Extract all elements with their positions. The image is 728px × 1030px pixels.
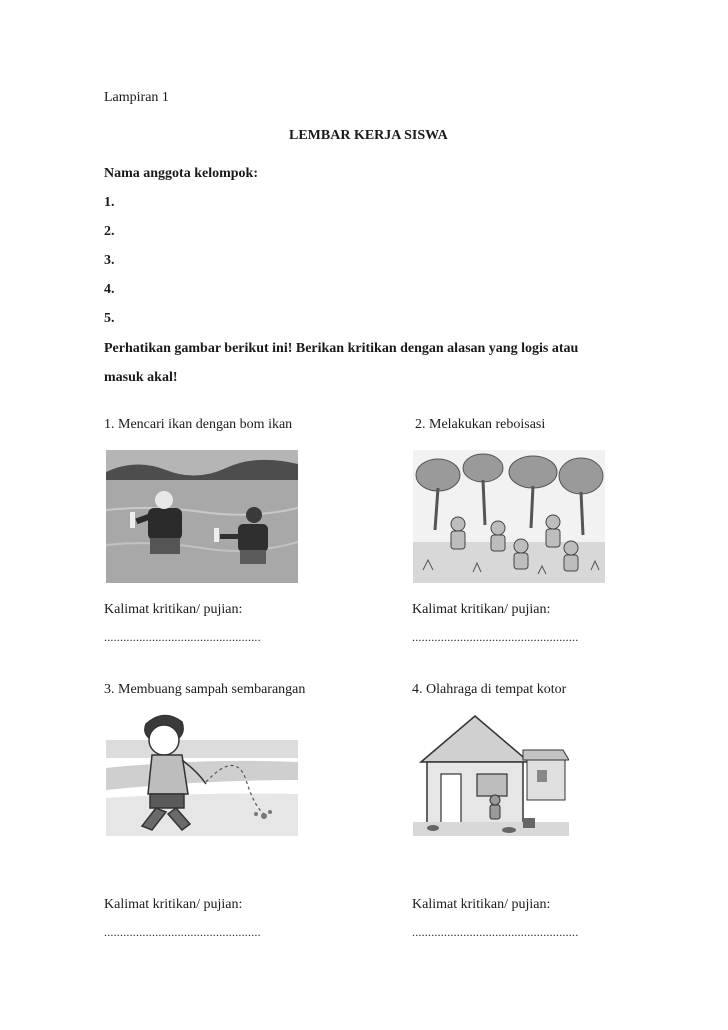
item-1-answer-label: Kalimat kritikan/ pujian: xyxy=(104,602,243,617)
item-4-answer-line[interactable]: .................................................... xyxy=(412,925,579,939)
item-3-caption: 3. Membuang sampah sembarangan xyxy=(104,682,306,697)
instruction-line-2: masuk akal! xyxy=(104,370,178,385)
item-2-answer-line[interactable]: .................................................... xyxy=(412,630,579,644)
fishing-bomb-photo xyxy=(106,450,298,583)
member-number-4: 4. xyxy=(104,282,115,297)
item-4-caption: 4. Olahraga di tempat kotor xyxy=(412,682,567,697)
item-3-answer-line[interactable]: ................................................. xyxy=(104,925,261,939)
appendix-label: Lampiran 1 xyxy=(104,90,169,105)
item-4-answer-label: Kalimat kritikan/ pujian: xyxy=(412,897,551,912)
member-number-1: 1. xyxy=(104,195,115,210)
member-number-5: 5. xyxy=(104,311,115,326)
item-1-answer-line[interactable]: ................................................. xyxy=(104,630,261,644)
reforestation-drawing xyxy=(413,450,605,583)
member-number-3: 3. xyxy=(104,253,115,268)
item-3-answer-label: Kalimat kritikan/ pujian: xyxy=(104,897,243,912)
item-2-caption: 2. Melakukan reboisasi xyxy=(415,417,546,432)
members-label: Nama anggota kelompok: xyxy=(104,166,259,181)
page-title: LEMBAR KERJA SISWA xyxy=(289,128,448,143)
item-1-caption: 1. Mencari ikan dengan bom ikan xyxy=(104,417,293,432)
member-number-2: 2. xyxy=(104,224,115,239)
littering-drawing xyxy=(106,710,298,836)
instruction-line-1: Perhatikan gambar berikut ini! Berikan kritikan dengan alasan yang logis atau xyxy=(104,341,579,356)
item-2-answer-label: Kalimat kritikan/ pujian: xyxy=(412,602,551,617)
dirty-house-drawing xyxy=(413,710,569,836)
